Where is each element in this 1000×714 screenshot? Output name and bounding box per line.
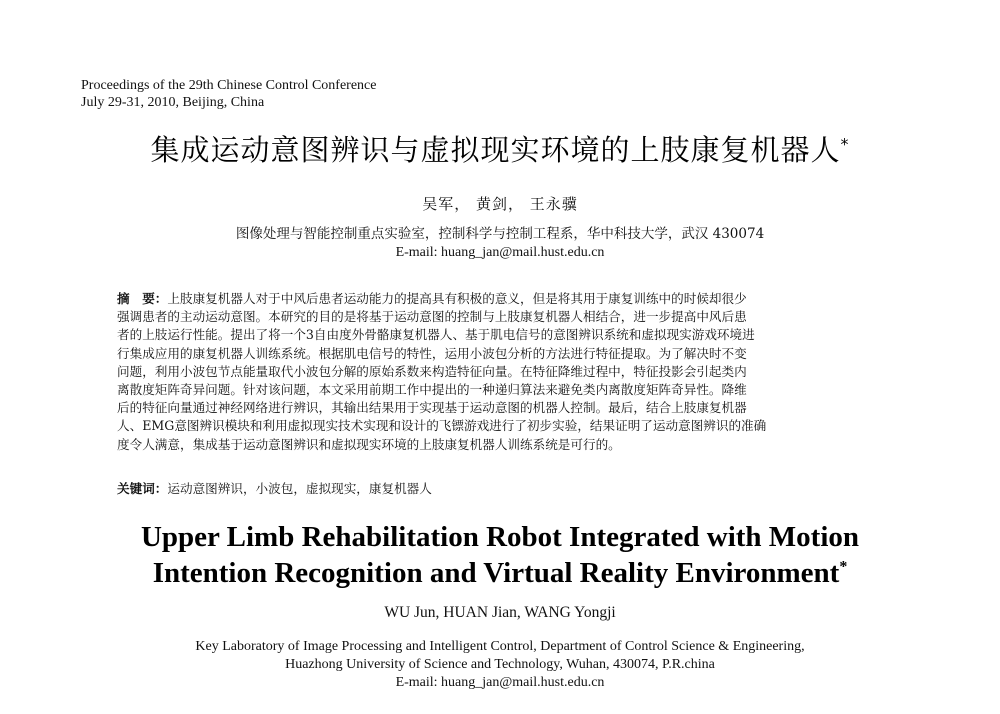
chinese-affiliation: 图像处理与智能控制重点实验室，控制科学与控制工程系，华中科技大学，武汉 430074 [235, 226, 765, 242]
keywords-text: 运动意图辨识，小波包，虚拟现实，康复机器人 [167, 481, 432, 496]
chinese-authors: 吴军， 黄剑， 王永骥 [422, 195, 578, 213]
abstract-line [117, 290, 883, 308]
english-affiliation-line1: Key Laboratory of Image Processing and Intelligent Control, Department of Control Science & Engineering, [195, 639, 805, 654]
proceedings-header [81, 77, 376, 111]
proceedings-name: Proceedings of the 29th Chinese Control Conference [81, 78, 377, 93]
abstract-line: 强调患者的主动运动意图。本研究的目的是将基于运动意图的控制与上肢康复机器人相结合，进一步提高中风后患 [117, 309, 747, 325]
chinese-title-text: 集成运动意图辨识与虚拟现实环境的上肢康复机器人 [150, 133, 841, 167]
abstract-line: 者的上肢运行性能。提出了将一个3自由度外骨骼康复机器人、基于肌电信号的意图辨识系统和虚拟现实游戏环境进 [117, 327, 755, 343]
english-title-footnote-mark: * [839, 558, 848, 576]
abstract-line: 后的特征向量通过神经网络进行辨识，其输出结果用于实现基于运动意图的机器人控制。最后，结合上肢康复机器 [117, 400, 747, 416]
chinese-abstract [117, 290, 883, 454]
english-title-line2-wrap [0, 555, 1000, 591]
english-affiliation [0, 638, 1000, 692]
chinese-title-footnote-mark: * [840, 134, 850, 154]
abstract-line-text: 上肢康复机器人对于中风后患者运动能力的提高具有积极的意义，但是将其用于康复训练中的时候却很少 [167, 291, 747, 306]
english-affiliation-line2: Huazhong University of Science and Technology, Wuhan, 430074, P.R.china [285, 657, 715, 672]
abstract-label: 摘 要： [117, 291, 168, 306]
chinese-keywords [117, 478, 883, 497]
abstract-line: 度令人满意，集成基于运动意图辨识和虚拟现实环境的上肢康复机器人训练系统是可行的。 [117, 436, 621, 452]
english-authors: WU Jun, HUAN Jian, WANG Yongji [384, 604, 616, 621]
abstract-line: 问题，利用小波包节点能量取代小波包分解的原始系数来构造特征向量。在特征降维过程中，特征投影会引起类内 [117, 363, 747, 379]
english-email: E-mail: huang_jan@mail.hust.edu.cn [395, 675, 605, 690]
chinese-email: E-mail: huang_jan@mail.hust.edu.cn [395, 245, 605, 260]
proceedings-date-location: July 29-31, 2010, Beijing, China [81, 95, 265, 110]
abstract-line: 人、EMG意图辨识模块和利用虚拟现实技术实现和设计的飞镖游戏进行了初步实验，结果证明了运动意图辨识的准确 [117, 418, 767, 434]
abstract-line: 离散度矩阵奇异问题。针对该问题，本文采用前期工作中提出的一种递归算法来避免类内离散度矩阵奇异性。降维 [117, 381, 747, 397]
chinese-title [0, 128, 1000, 169]
english-title [0, 519, 1000, 591]
english-title-line2: Intention Recognition and Virtual Reality Environment [152, 557, 840, 589]
abstract-line: 行集成应用的康复机器人训练系统。根据肌电信号的特性，运用小波包分析的方法进行特征提取。为了解决时不变 [117, 345, 747, 361]
keywords-label: 关键词： [117, 481, 168, 496]
english-title-line1: Upper Limb Rehabilitation Robot Integrated with Motion [140, 521, 860, 553]
